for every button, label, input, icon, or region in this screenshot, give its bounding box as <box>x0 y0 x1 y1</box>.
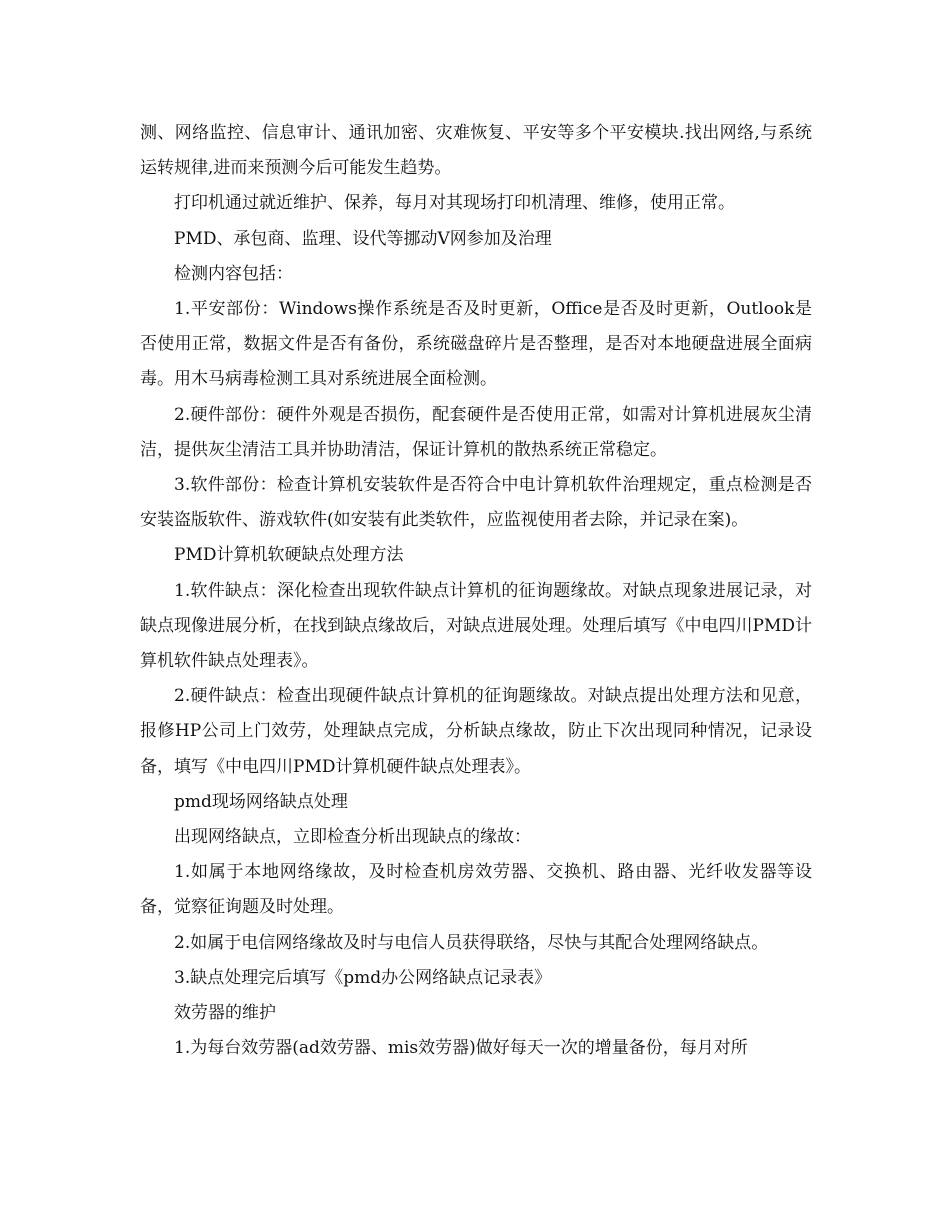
paragraph: 2.如属于电信网络缘故及时与电信人员获得联络，尽快与其配合处理网络缺点。 <box>174 932 769 953</box>
paragraph: PMD、承包商、监理、设代等挪动V网参加及治理 <box>174 228 552 249</box>
paragraph: 检测内容包括： <box>174 263 293 284</box>
paragraph: 测、网络监控、信息审计、通讯加密、灾难恢复、平安等多个平安模块.找出网络,与系统运转规律,进而来预测今后可能发生趋势。 <box>140 123 812 179</box>
paragraph: 打印机通过就近维护、保养，每月对其现场打印机清理、维修，使用正常。 <box>174 193 735 214</box>
paragraph: 1.软件缺点：深化检查出现软件缺点计算机的征询题缘故。对缺点现象进展记录，对缺点现像进展分析，在找到缺点缘故后，对缺点进展处理。处理后填写《中电四川PMD计算机软件缺点处理表》。 <box>140 580 812 672</box>
paragraph: 1.为每台效劳器(ad效劳器、mis效劳器)做好每天一次的增量备份，每月对所 <box>174 1038 748 1059</box>
paragraph: PMD计算机软硬缺点处理方法 <box>174 545 404 566</box>
paragraph: 3.缺点处理完后填写《pmd办公网络缺点记录表》 <box>174 967 552 988</box>
paragraph: pmd现场网络缺点处理 <box>174 791 348 812</box>
paragraph: 1.如属于本地网络缘故，及时检查机房效劳器、交换机、路由器、光纤收发器等设备，觉察征询题及时处理。 <box>140 862 812 918</box>
paragraph: 效劳器的维护 <box>174 1003 276 1024</box>
document-body <box>140 116 812 1066</box>
paragraph: 1.平安部份：Windows操作系统是否及时更新，Office是否及时更新，Outlook是否使用正常，数据文件是否有备份，系统磁盘碎片是否整理，是否对本地硬盘进展全面病毒。用木马病毒检测工具对系统进展全面检测。 <box>140 299 812 390</box>
paragraph: 出现网络缺点，立即检查分析出现缺点的缘故： <box>174 827 531 848</box>
paragraph: 2.硬件缺点：检查出现硬件缺点计算机的征询题缘故。对缺点提出处理方法和见意，报修HP公司上门效劳，处理缺点完成，分析缺点缘故，防止下次出现同种情况，记录设备，填写《中电四川PMD计算机硬件缺点处理表》。 <box>140 686 812 777</box>
paragraph: 2.硬件部份：硬件外观是否损伤，配套硬件是否使用正常，如需对计算机进展灰尘清洁，提供灰尘清洁工具并协助清洁，保证计算机的散热系统正常稳定。 <box>140 404 812 460</box>
paragraph: 3.软件部份：检查计算机安装软件是否符合中电计算机软件治理规定，重点检测是否安装盗版软件、游戏软件(如安装有此类软件，应监视使用者去除，并记录在案)。 <box>140 475 812 531</box>
